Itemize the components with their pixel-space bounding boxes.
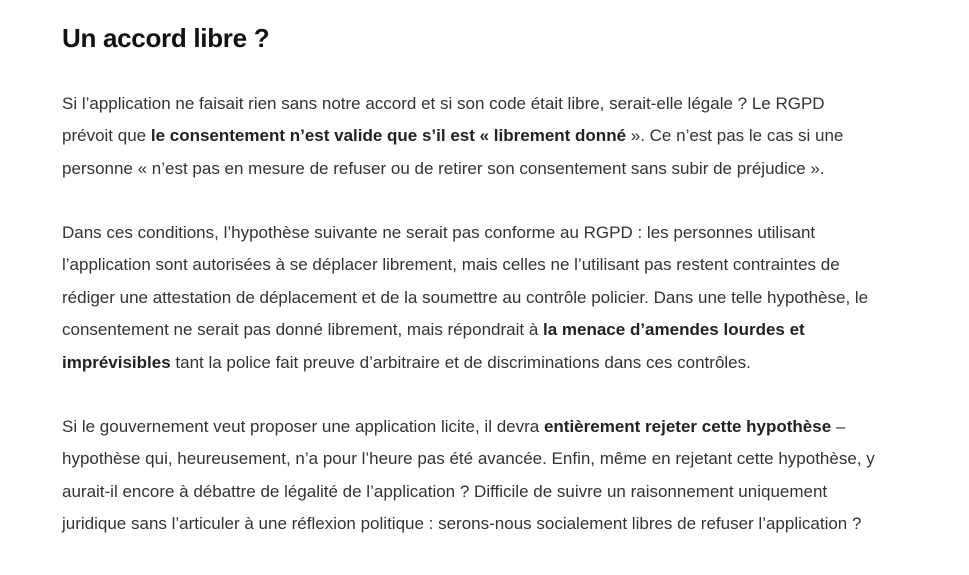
body-text: personne « n’est pas en mesure de refuser ou de retirer son consentement sans subir de préjudice ». (62, 158, 825, 178)
paragraph-hypothesis (62, 217, 942, 379)
body-text: hypothèse qui, heureusement, n’a pour l’heure pas été avancée. Enfin, même en rejetant cette hypothèse, y (62, 449, 875, 469)
emphasis-text: le consentement n’est valide que s’il est « librement donné (150, 126, 627, 146)
text-line (62, 347, 942, 379)
body-text: rédiger une attestation de déplacement et de la soumettre au contrôle policier. Dans une telle hypothèse, le (62, 287, 869, 307)
emphasis-text: la menace d’amendes lourdes et (543, 320, 805, 340)
body-text: ». Ce n’est pas le cas si une (626, 126, 844, 146)
body-text: – (831, 417, 846, 436)
text-line (62, 476, 942, 508)
text-line (62, 88, 942, 120)
text-line (62, 443, 942, 475)
body-text: juridique sans l’articuler à une réflexion politique : serons-nous socialement libres de refuser l’application ? (62, 514, 862, 534)
text-line (62, 508, 942, 540)
text-line (62, 217, 942, 249)
body-text: Si l’application ne faisait rien sans notre accord et si son code était libre, serait-elle légale ? Le RGPD (62, 94, 825, 113)
body-text: prévoit que (62, 126, 151, 146)
text-line (62, 249, 942, 281)
body-text: aurait-il encore à débattre de légalité de l’application ? Difficile de suivre un raisonnement uniquement (62, 481, 828, 501)
paragraph-consent (62, 88, 942, 185)
text-line (62, 153, 942, 185)
body-text: consentement ne serait pas donné librement, mais répondrait à (62, 320, 543, 340)
paragraph-conclusion (62, 411, 942, 541)
body-text: tant la police fait preuve d’arbitraire et de discriminations dans ces contrôles. (170, 352, 751, 372)
body-text: l’application sont autorisées à se déplacer librement, mais celles ne l’utilisant pas restent contraintes de (62, 255, 840, 275)
text-line (62, 314, 942, 346)
body-text: Si le gouvernement veut proposer une application licite, il devra (62, 417, 544, 436)
body-text: Dans ces conditions, l’hypothèse suivante ne serait pas conforme au RGPD : les personnes utilisant (62, 223, 816, 242)
emphasis-text: imprévisibles (62, 352, 171, 372)
text-line (62, 120, 942, 152)
article-body (62, 20, 942, 534)
section-heading: Un accord libre ? (62, 23, 270, 53)
emphasis-text: entièrement rejeter cette hypothèse (543, 417, 832, 436)
text-line (62, 411, 942, 443)
text-line (62, 282, 942, 314)
